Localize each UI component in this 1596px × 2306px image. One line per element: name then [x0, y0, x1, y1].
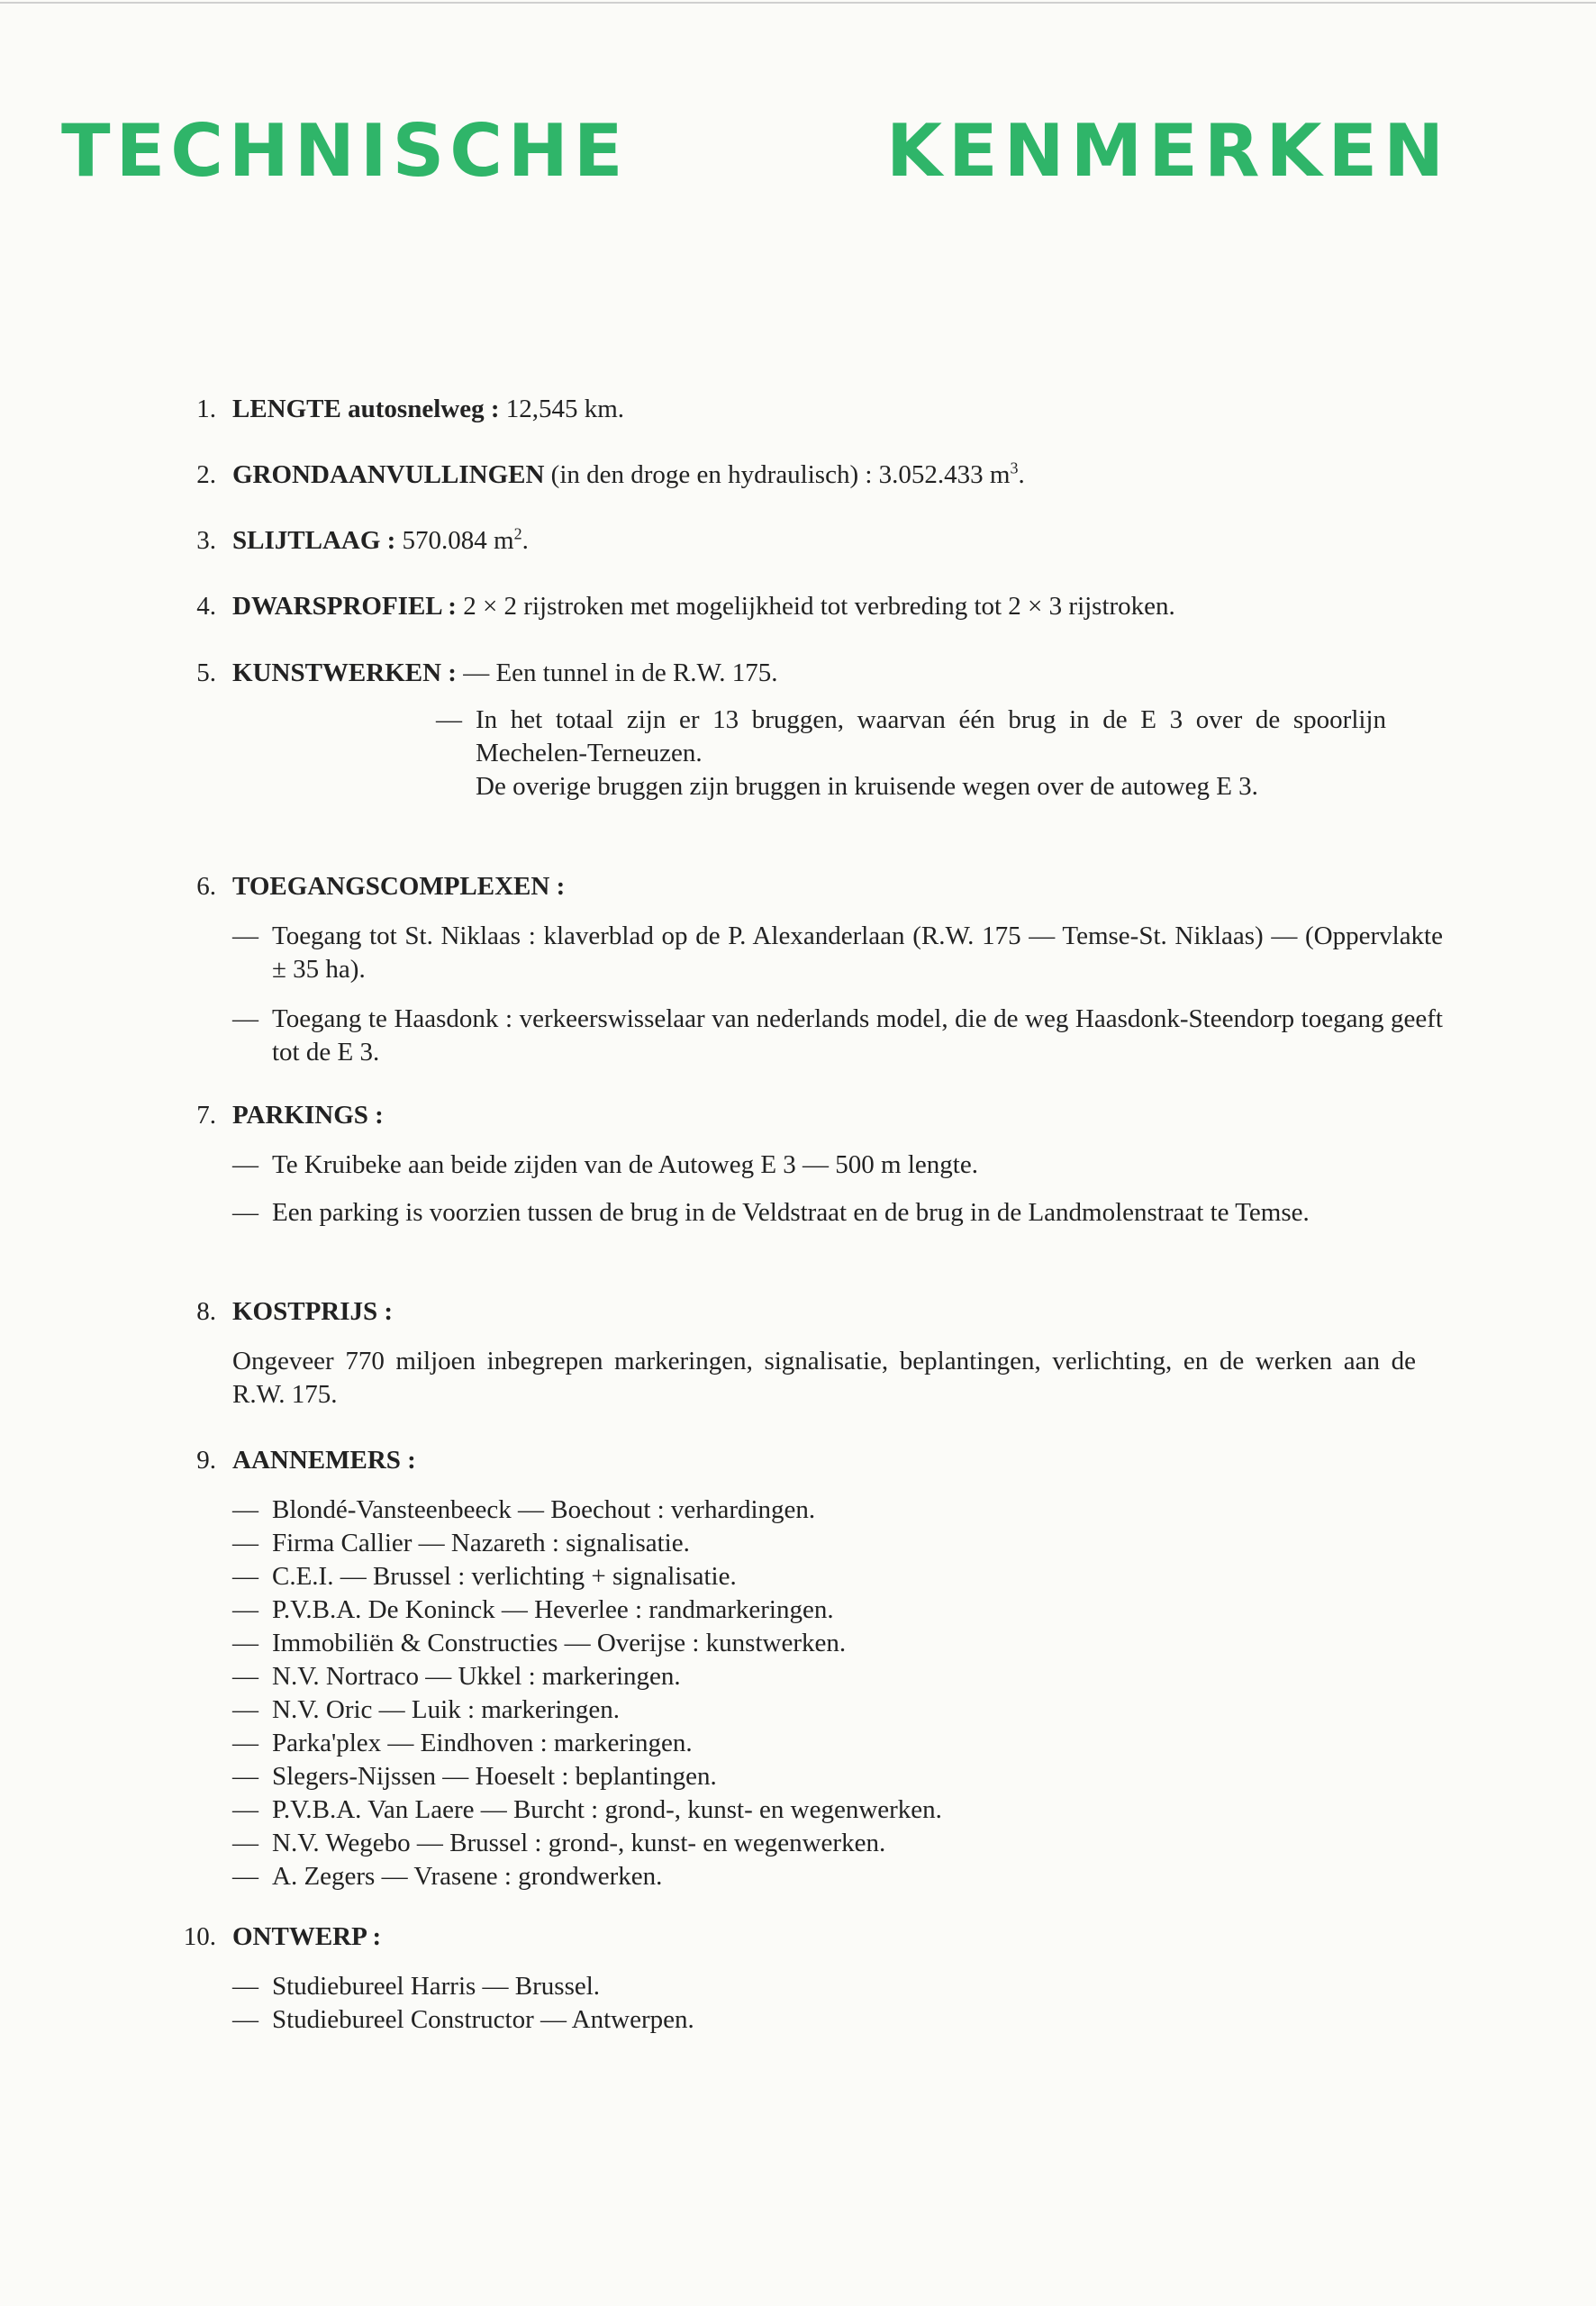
list-item-text: N.V. Nortraco — Ukkel : markeringen.	[272, 1662, 681, 1691]
list-item	[232, 1970, 1423, 2003]
dash: —	[232, 1150, 258, 1179]
item-heading: SLIJTLAAG :	[232, 526, 396, 555]
list-item-text: Studiebureel Constructor — Antwerpen.	[272, 2005, 694, 2034]
list-item-text: N.V. Oric — Luik : markeringen.	[272, 1695, 621, 1724]
item-number: 8.	[196, 1297, 216, 1326]
item-heading: GRONDAANVULLINGEN	[232, 460, 545, 489]
sub-item	[436, 704, 1386, 803]
spec-item-9	[180, 1444, 1423, 1893]
item-number: 9.	[196, 1446, 216, 1475]
page-title-right: KENMERKEN	[886, 109, 1451, 193]
page-title-left: TECHNISCHE	[61, 109, 629, 193]
list-item	[232, 1560, 1423, 1593]
dash: —	[232, 1862, 258, 1891]
item-number: 5.	[196, 658, 216, 687]
page-top-edge	[0, 2, 1596, 4]
item-heading: LENGTE autosnelweg :	[232, 395, 500, 423]
list-item	[232, 1660, 1423, 1693]
dash: —	[232, 2005, 258, 2034]
item-number: 4.	[196, 592, 216, 621]
item-text: — Een tunnel in de R.W. 175.	[463, 658, 778, 687]
dash: —	[232, 1495, 258, 1524]
contractor-list	[232, 1493, 1423, 1893]
item-heading: TOEGANGSCOMPLEXEN :	[232, 872, 566, 901]
list-item-text: Blondé-Vansteenbeeck — Boechout : verhardingen.	[272, 1495, 816, 1524]
spec-item-2	[180, 458, 1423, 492]
dash: —	[232, 1829, 258, 1857]
list-item	[232, 1627, 1423, 1660]
item-number: 6.	[196, 872, 216, 901]
item-number: 2.	[196, 460, 216, 489]
list-item	[232, 1527, 1423, 1560]
list-item	[232, 1760, 1423, 1793]
spec-item-7	[180, 1099, 1423, 1230]
dash: —	[232, 1562, 258, 1591]
list-item-text: A. Zegers — Vrasene : grondwerken.	[272, 1862, 663, 1891]
list-item-text: P.V.B.A. De Koninck — Heverlee : randmarkeringen.	[272, 1595, 834, 1624]
spec-item-4	[180, 590, 1423, 623]
list-item	[232, 1693, 1423, 1727]
dash: —	[232, 1762, 258, 1791]
list-item	[232, 2003, 1423, 2037]
sub-item	[232, 1148, 1443, 1182]
item-text: 570.084 m	[395, 526, 514, 555]
item-text-tail: .	[521, 526, 529, 555]
sub-item	[232, 1003, 1443, 1069]
list-item-text: Firma Callier — Nazareth : signalisatie.	[272, 1529, 690, 1557]
list-item	[232, 1827, 1423, 1860]
sub-text: Toegang tot St. Niklaas : klaverblad op de P. Alexanderlaan (R.W. 175 — Temse-St. Niklaas) — (Oppervlakte ± 35 ha).	[272, 921, 1443, 984]
item-heading: AANNEMERS :	[232, 1446, 416, 1475]
list-item-text: C.E.I. — Brussel : verlichting + signalisatie.	[272, 1562, 737, 1591]
spec-item-6	[180, 870, 1443, 1069]
dash: —	[232, 1795, 258, 1824]
item-text-tail: .	[1018, 460, 1025, 489]
dash: —	[232, 921, 258, 950]
list-item-text: Immobiliën & Constructies — Overijse : kunstwerken.	[272, 1629, 847, 1657]
dash: —	[232, 1629, 258, 1657]
sub-text: Te Kruibeke aan beide zijden van de Autoweg E 3 — 500 m lengte.	[272, 1150, 978, 1179]
item-text: 2 × 2 rijstroken met mogelijkheid tot verbreding tot 2 × 3 rijstroken.	[456, 592, 1175, 621]
dash: —	[232, 1662, 258, 1691]
list-item	[232, 1493, 1423, 1527]
superscript: 2	[513, 524, 522, 543]
sub-text: In het totaal zijn er 13 bruggen, waarvan één brug in de E 3 over de spoorlijn Mechelen-Terneuzen.	[476, 705, 1386, 767]
dash: —	[232, 1972, 258, 2001]
dash: —	[232, 1695, 258, 1724]
dash: —	[232, 1198, 258, 1227]
item-heading: KOSTPRIJS :	[232, 1297, 394, 1326]
sub-text: Een parking is voorzien tussen de brug in de Veldstraat en de brug in de Landmolenstraat te Temse.	[272, 1198, 1310, 1227]
item-heading: DWARSPROFIEL :	[232, 592, 457, 621]
item-number: 3.	[196, 526, 216, 555]
superscript: 3	[1010, 458, 1019, 477]
spec-item-8	[180, 1295, 1423, 1412]
item-text: (in den droge en hydraulisch) : 3.052.433 m	[544, 460, 1011, 489]
item-number: 1.	[196, 395, 216, 423]
sub-text: Toegang te Haasdonk : verkeerswisselaar van nederlands model, die de weg Haasdonk-Steendorp toegang geeft tot de E 3.	[272, 1004, 1443, 1067]
list-item-text: Slegers-Nijssen — Hoeselt : beplantingen.	[272, 1762, 717, 1791]
list-item	[232, 1860, 1423, 1893]
list-item-text: Studiebureel Harris — Brussel.	[272, 1972, 601, 2001]
item-number: 10.	[183, 1922, 216, 1951]
item-number: 7.	[196, 1101, 216, 1130]
item-paragraph: Ongeveer 770 miljoen inbegrepen markeringen, signalisatie, beplantingen, verlichting, en de werken aan de R.W. 175.	[232, 1347, 1416, 1409]
list-item-text: N.V. Wegebo — Brussel : grond-, kunst- en wegenwerken.	[272, 1829, 886, 1857]
list-item	[232, 1727, 1423, 1760]
item-heading: KUNSTWERKEN :	[232, 658, 457, 687]
list-item-text: Parka'plex — Eindhoven : markeringen.	[272, 1729, 693, 1757]
list-item-text: P.V.B.A. Van Laere — Burcht : grond-, kunst- en wegenwerken.	[272, 1795, 942, 1824]
item-heading: ONTWERP :	[232, 1922, 382, 1951]
item-text: 12,545 km.	[499, 395, 625, 423]
spec-item-1	[180, 393, 1423, 426]
spec-item-5	[180, 657, 1423, 803]
dash: —	[232, 1004, 258, 1033]
sub-item	[232, 920, 1443, 986]
sub-item	[232, 1196, 1443, 1230]
sub-text: De overige bruggen zijn bruggen in kruisende wegen over de autoweg E 3.	[476, 772, 1258, 801]
dash: —	[232, 1595, 258, 1624]
list-item	[232, 1593, 1423, 1627]
dash: —	[232, 1729, 258, 1757]
dash: —	[436, 705, 462, 734]
spec-item-3	[180, 524, 1423, 558]
spec-item-10	[180, 1920, 1423, 2037]
item-heading: PARKINGS :	[232, 1101, 384, 1130]
list-item	[232, 1793, 1423, 1827]
dash: —	[232, 1529, 258, 1557]
design-list	[232, 1970, 1423, 2037]
